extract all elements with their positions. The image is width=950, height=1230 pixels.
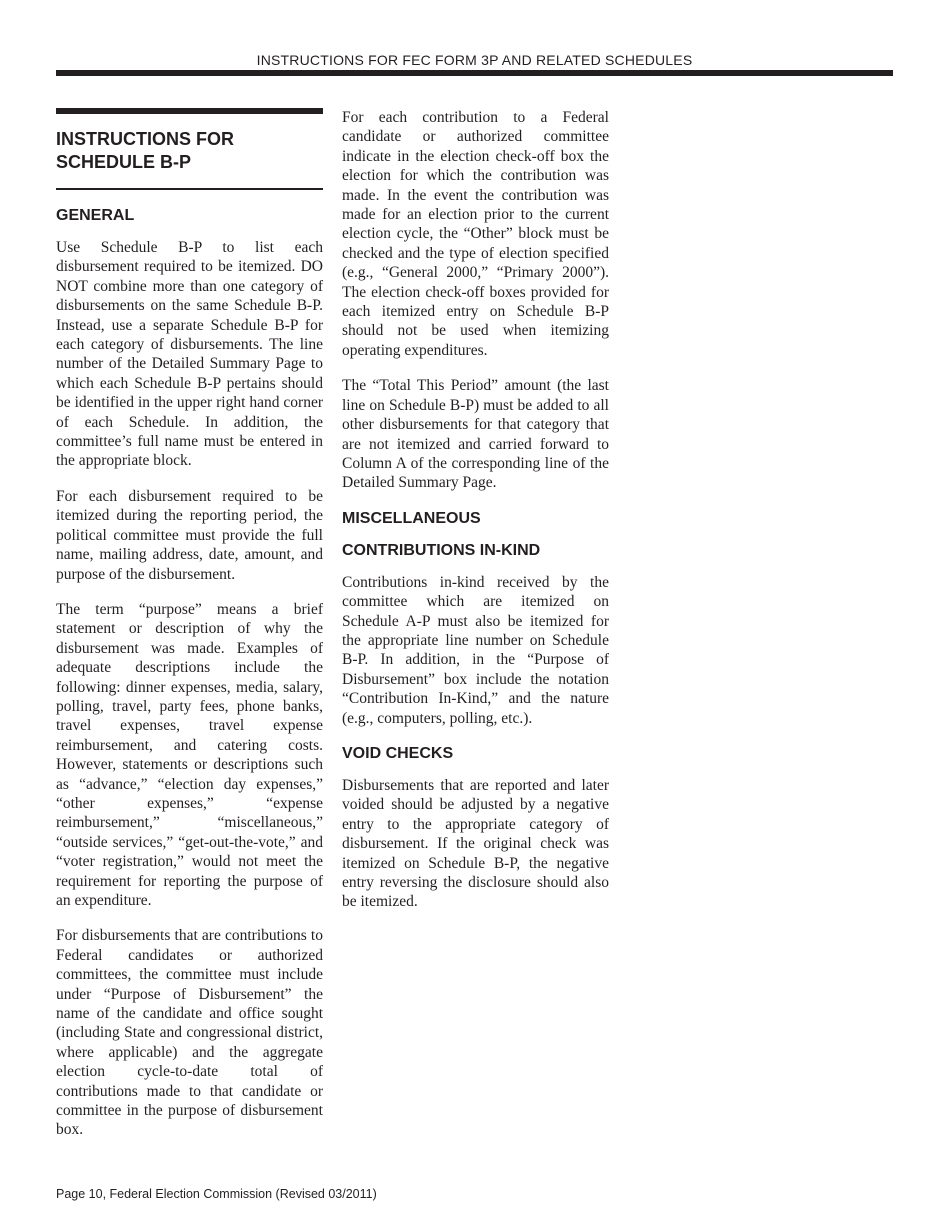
title-bottom-rule [56,188,323,190]
general-heading: GENERAL [56,207,135,224]
checkoff-paragraph: For each contribution to a Federal candidate or authorized committee indicate in the election check-off box the election for which the contribution was made. In the event the contribution was made for an election prior to the current election cycle, the “Other” block must be checked and the type of election specified (e.g., “General 2000,” “Primary 2000”). The election check-off boxes provided for each itemized entry on Schedule B-P should not be used when itemizing operating expenditures. [342,109,609,359]
title-top-rule [56,108,323,114]
schedule-title [56,128,323,174]
total-period-paragraph: The “Total This Period” amount (the last line on Schedule B-P) must be added to all other disbursements for that category that are not itemized and carried forward to Column A of the corresponding line of the Detailed Summary Page. [342,377,609,492]
general-paragraph-3: The term “purpose” means a brief statement or description of why the disbursement was made. Examples of adequate descriptions include the following: dinner expenses, media, salary, polling, travel, party fees, phone banks, travel expenses, travel expense reimbursement, and catering costs. However, statements or descriptions such as “advance,” “election day expenses,” “other expenses,” “expense reimbursement,” “miscellaneous,” “outside services,” “get-out-the-vote,” and “voter registration,” would not meet the requirement for reporting the purpose of an expenditure. [56,600,323,909]
general-paragraph-2: For each disbursement required to be itemized during the reporting period, the political committee must provide the full name, mailing address, date, amount, and purpose of the disbursement. [56,487,323,583]
void-checks-heading: VOID CHECKS [342,744,454,762]
schedule-title-line1: INSTRUCTIONS FOR [56,129,234,149]
running-head: INSTRUCTIONS FOR FEC FORM 3P AND RELATED SCHEDULES [256,52,693,68]
general-paragraph-4: For disbursements that are contributions to Federal candidates or authorized committees, the committee must include under “Purpose of Disbursement” the name of the candidate and office sought (including State and congressional district, where applicable) and the aggregate election cycle-to-date total of contributions made to that candidate or committee in the purpose of disbursement box. [56,927,323,1139]
miscellaneous-heading: MISCELLANEOUS [342,509,481,527]
header-rule [56,70,893,76]
page-footer: Page 10, Federal Election Commission (Revised 03/2011) [56,1187,377,1201]
contributions-inkind-paragraph: Contributions in-kind received by the committee which are itemized on Schedule A-P must also be itemized for the appropriate line number on Schedule B-P. In addition, in the “Purpose of Disbursement” box include the notation “Contribution In-Kind,” and the nature (e.g., computers, polling, etc.). [342,573,609,727]
contributions-inkind-heading: CONTRIBUTIONS IN-KIND [342,541,541,559]
schedule-title-line2: SCHEDULE B-P [56,152,192,172]
middle-column [342,108,609,928]
general-paragraph-1: Use Schedule B-P to list each disbursement required to be itemized. DO NOT combine more than one category of disbursements on the same Schedule B-P. Instead, use a separate Schedule B-P for each category of disbursements. The line number of the Detailed Summary Page to which each Schedule B-P pertains should be identified in the upper right hand corner of each Schedule. In addition, the committee’s full name must be entered in the appropriate block. [56,239,323,470]
void-checks-paragraph: Disbursements that are reported and later voided should be adjusted by a negative entry to the appropriate category of disbursement. If the original check was itemized on Schedule B-P, the negative entry reversing the disclosure should also be itemized. [342,776,609,911]
left-column [56,108,323,1156]
